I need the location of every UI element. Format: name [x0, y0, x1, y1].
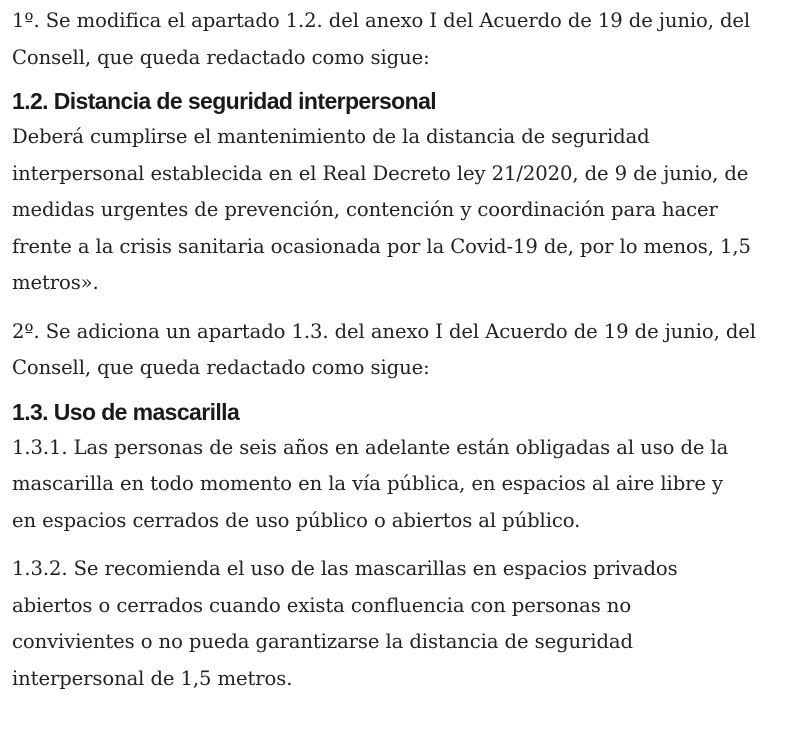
paragraph-1-3-1 — [12, 430, 802, 540]
article-body — [12, 3, 802, 697]
text-line: 2º. Se adiciona un apartado 1.3. del anexo I del Acuerdo de 19 de junio, del — [12, 319, 756, 343]
text-line: medidas urgentes de prevención, contención y coordinación para hacer — [12, 198, 718, 221]
section-heading-distancia: 1.2. Distancia de seguridad interpersonal — [12, 88, 437, 114]
section-heading-mascarilla: 1.3. Uso de mascarilla — [12, 398, 240, 425]
text-line: convivientes o no pueda garantizarse la distancia de seguridad — [12, 630, 633, 653]
text-line: 1º. Se modifica el apartado 1.2. del anexo I del Acuerdo de 19 de junio, del — [12, 9, 751, 32]
text-line: Consell, que queda redactado como sigue: — [12, 356, 430, 379]
paragraph-distancia — [12, 119, 802, 302]
text-line: 1.3.2. Se recomienda el uso de las mascarillas en espacios privados — [12, 557, 678, 580]
text-line: frente a la crisis sanitaria ocasionada por la Covid-19 de, por lo menos, 1,5 — [12, 234, 751, 258]
paragraph-1-3-2 — [12, 551, 802, 697]
text-line: en espacios cerrados de uso público o abiertos al público. — [12, 508, 581, 532]
text-line: interpersonal de 1,5 metros. — [12, 666, 293, 690]
text-line: interpersonal establecida en el Real Decreto ley 21/2020, de 9 de junio, de — [12, 161, 749, 185]
text-line: mascarilla en todo momento en la vía pública, en espacios al aire libre y — [12, 472, 724, 495]
text-line: Deberá cumplirse el mantenimiento de la distancia de seguridad — [12, 125, 650, 148]
text-line: abiertos o cerrados cuando exista confluencia con personas no — [12, 593, 632, 617]
paragraph-modification-1-2 — [12, 3, 802, 76]
text-line: metros». — [12, 271, 99, 294]
paragraph-addition-1-3 — [12, 314, 802, 387]
text-line: 1.3.1. Las personas de seis años en adelante están obligadas al uso de la — [12, 435, 729, 459]
text-line: Consell, que queda redactado como sigue: — [12, 45, 430, 69]
